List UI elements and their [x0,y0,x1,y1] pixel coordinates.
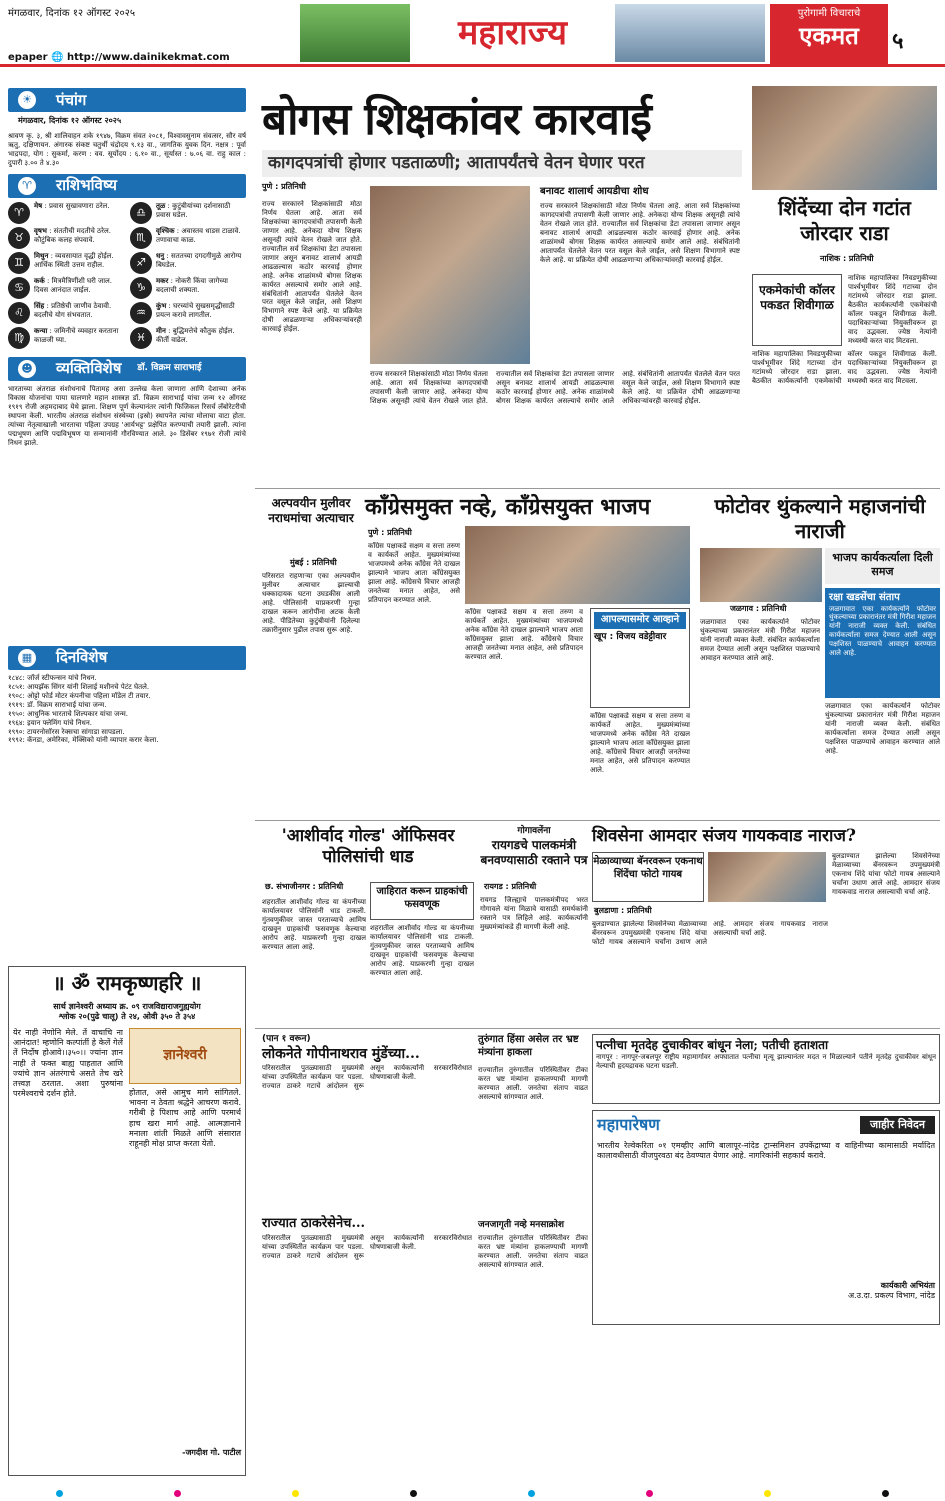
main-text-col3: राज्य सरकारने शिक्षकांसाठी मोठा निर्णय घेतला आहे. आता सर्व शिक्षकांच्या कागदपत्रांची तपासणी केली जाणार आहे. अनेकदा योग्य शिक्षक असूनही त्यांचे वेतन रोखले जात होते. राज्यातील सर्व शिक्षकांचा डेटा तपासला जाणार असून बनावट शालार्थ आयडी आढळल्यास कठोर कारवाई होणार आहे. अनेक शाळांमध्ये बोगस शिक्षक कार्यरत असल्याचे समोर आले आहे. संबंधितांनी आतापर्यंत घेतलेले वेतन परत वसूल केले जाईल, असे शिक्षण विभागाने स्पष्ट केले आहे. या प्रक्रियेत दोषी आढळणाऱ्या अधिकाऱ्यांवरही कारवाई होईल. [370,370,740,405]
calendar-icon: ▦ [18,649,36,667]
sun-icon: ☀ [18,91,36,109]
dnyaneshwari-logo: ज्ञानेश्वरी [129,1028,241,1084]
zodiac-icon: ♈ [18,177,36,195]
gopinath-text-2: परिसरातील पुतळ्यासाठी मुख्यमंत्री यांच्या उपस्थितीत कार्यक्रम पार पडला. राज्यात ठाकरे गटाचे आंदोलन सुरू असून कार्यकर्त्यांनी सरकारविरोधात घोषणाबाजी केली. [262,1234,472,1260]
shinde-photo [752,86,937,190]
dinvishesh-title: दिनविशेष [56,648,108,667]
pisces-icon: ♓ [130,327,152,349]
panchang-header [8,88,246,112]
divider [255,488,940,489]
ramkrishna-signature: -जगदीश गो. पाटील [182,1448,241,1457]
main-photo [370,186,530,364]
gopinath-text: परिसरातील पुतळ्यासाठी मुख्यमंत्री यांच्या उपस्थितीत कार्यक्रम पार पडला. राज्यात ठाकरे गटाचे आंदोलन सुरू असून कार्यकर्त्यांनी सरकारविरोधात घोषणाबाजी केली. [262,1064,472,1090]
congress-inner-box [590,608,690,708]
list-item: १९९२: कॅनडा, अमेरिका, मेक्सिको यांनी व्यापार करार केला. [8,736,159,745]
registration-dot [646,1490,653,1497]
photo-byline: जळगाव : प्रतिनिधी [730,604,787,613]
rashi-header [8,174,246,198]
brand-logo [770,4,888,64]
gogawale-byline: रायगड : प्रतिनिधी [484,882,537,891]
list-item: १९६४: इयान फ्लेमिंग यांचे निधन. [8,718,92,727]
ad-title: जाहीर निवेदन [860,1116,935,1134]
globe-icon: 🌐 [51,52,64,63]
gogawale-kicker: गोगावलेंना [517,826,551,836]
aries-icon: ♈ [8,202,30,224]
gaikwad-headline: शिवसेना आमदार संजय गायकवाड नाराज? [592,826,856,846]
misc-sub: जनजागृती नव्हे मनसाक्रोश [478,1220,565,1230]
registration-dot [764,1490,771,1497]
libra-icon: ♎ [130,202,152,224]
rashi-item: ♎ तूळ : कुटुंबीयांच्या दर्शनासाठी प्रवास घडेल. [130,202,246,224]
photo-text-2: जळगावात एका कार्यकर्त्याने फोटोवर थुंकल्याच्या प्रकारानंतर मंत्री गिरीश महाजन यांनी नाराजी व्यक्त केली. संबंधित कार्यकर्त्याला समज देण्यात आली असून पक्षशिस्त पाळण्याचे आवाहन करण्यात आले आहे. [825,702,940,755]
rashi-item: ♋ कर्क : मित्रमैत्रिणींशी घरी जाल. दिवस आनंदात जाईल. [8,277,124,299]
rashi-item: ♉ वृषभ : संततीची मदतीचे ठरेल. कौटुंबिक कलह संपवावे. [8,227,124,249]
congress-inner-byline: खूप : विजय वडेट्टीवार [594,631,667,642]
taurus-icon: ♉ [8,227,30,249]
rape-text: परिसरात राहणाऱ्या एका अल्पवयीन मुलीवर अत्याचार झाल्याची धक्कादायक घटना उघडकीस आली आहे. पोलिसांनी याप्रकरणी गुन्हा दाखल करून आरोपींना अटक केली आहे. पीडितेच्या कुटुंबीयांनी दिलेल्या तक्रारीनुसार पुढील तपास सुरू आहे. [262,572,360,634]
gopinath-headline: लोकनेते गोपीनाथराव मुंडेंच्या... [262,1046,420,1062]
registration-dot [174,1490,181,1497]
divider [255,820,940,821]
left-column [8,88,246,745]
rashi-item: ♓ मीन : बुद्धिमत्तेचे कौतुक होईल. कीर्ती वाढेल. [130,327,246,349]
rashi-item: ♐ धनु : सततच्या दगदगीमुळे आरोग्य बिघडेल. [130,252,246,274]
gold-text-1: शहरातील आशीर्वाद गोल्ड या कंपनीच्या कार्यालयावर पोलिसांनी धाड टाकली. गुंतवणुकीवर जास्त परताव्याचे आमिष दाखवून ग्राहकांची फसवणूक केल्याचा आरोप आहे. याप्रकरणी गुन्हा दाखल करण्यात आला आहे. [262,898,366,951]
rashi-item: ♏ वृश्चिक : अवास्तव धाडस टाळावे. तणावाचा काळ. [130,227,246,249]
panchang-date: मंगळवार, दिनांक १२ ऑगस्ट २०२५ [18,116,122,125]
ramkrishna-text-a: येर नाही नेणोनि मेले. तें वाचाचि ना आनंदात! म्हणोनि कल्पांतीं हे केलें गेलें तें निर्दोष होआवे।।३५०।। ज्यांना ज्ञान नाही ते फक्त बाह्य पाहतात आणि ज्यांचे ज्ञान अंतरंगाचे असते तेच खरे तत्त्वज्ञ ठरतात. अशा पुरुषांना परमेश्वराचे दर्शन होते. [13,1028,123,1099]
gold-text-2: शहरातील आशीर्वाद गोल्ड या कंपनीच्या कार्यालयावर पोलिसांनी धाड टाकली. गुंतवणुकीवर जास्त परताव्याचे आमिष दाखवून ग्राहकांची फसवणूक केल्याचा आरोप आहे. याप्रकरणी गुन्हा दाखल करण्यात आला आहे. [370,924,474,977]
brand-tagline: पुरोगामी विचाराचे [797,8,861,19]
accident-box [592,1034,940,1104]
rape-headline: अल्पवयीन मुलीवर नराधमांचा अत्याचार [268,496,354,525]
photo-text: जळगावात एका कार्यकर्त्याने फोटोवर थुंकल्याच्या प्रकारानंतर मंत्री गिरीश महाजन यांनी नाराजी व्यक्त केली. संबंधित कार्यकर्त्याला समज देण्यात आली असून पक्षशिस्त पाळण्याचे आवाहन करण्यात आले आहे. [700,618,820,662]
list-item: १९९०: टायरनोसॉरस रेक्सचा सांगाडा सापडला. [8,727,125,736]
congress-headline: काँग्रेसमुक्त नव्हे, काँग्रेसयुक्त भाजप [365,494,651,520]
gold-pull: जाहिरात करून ग्राहकांची फसवणूक [370,882,474,920]
rape-byline: मुंबई : प्रतिनिधी [290,558,337,567]
gaikwad-text: बुलडाण्यात झालेल्या शिवसेनेच्या मेळाव्याच्या बॅनरवरून उपमुख्यमंत्री एकनाथ शिंदे यांचा फोटो गायब असल्याने चर्चांना उधाण आले आहे. आमदार संजय गायकवाड नाराज असल्याची चर्चा आहे. [592,920,828,946]
shinde-text: नाशिक महापालिका निवडणुकीच्या पार्श्वभूमीवर शिंदे गटाच्या दोन गटांमध्ये जोरदार राडा झाला. बैठकीत कार्यकर्त्यांनी एकमेकांची कॉलर पकडून शिवीगाळ केली. पदाधिकाऱ्यांच्या नियुक्तीवरून हा वाद उद्भवला. ज्येष्ठ नेत्यांनी मध्यस्थी करत वाद मिटवला. [848,274,937,345]
rashi-item: ♒ कुंभ : घरच्यांचे सुखसमृद्धीसाठी प्रयत्न करावे लागतील. [130,302,246,324]
gaikwad-photo [708,852,826,902]
aquarius-icon: ♒ [130,302,152,324]
registration-dot [56,1490,63,1497]
cancer-icon: ♋ [8,277,30,299]
congress-text-2: काँग्रेस पक्षाकडे सक्षम व सत्ता तरुण व कार्यकर्ते आहेत. मुख्यमंत्र्यांच्या भाजपमध्ये अनेक काँग्रेस नेते दाखल झाल्याने भाजप आता काँग्रेसयुक्त झाला आहे. काँग्रेसचे विचार आजही जनतेच्या मनात आहेत, असे प्रतिपादन करण्यात आले. [465,608,583,661]
dinvishesh-list [8,674,246,746]
gaikwad-text-2: बुलडाण्यात झालेल्या शिवसेनेच्या मेळाव्याच्या बॅनरवरून उपमुख्यमंत्री एकनाथ शिंदे यांचा फोटो गायब असल्याने चर्चांना उधाण आले आहे. आमदार संजय गायकवाड नाराज असल्याची चर्चा आहे. [832,852,940,896]
registration-dot [410,1490,417,1497]
ad-office: अ.उ.दा. प्रकल्प विभाग, नांदेड [847,1291,935,1300]
divider [255,1028,940,1029]
main-text-col2: राज्य सरकारने शिक्षकांसाठी मोठा निर्णय घेतला आहे. आता सर्व शिक्षकांच्या कागदपत्रांची तपासणी केली जाणार आहे. अनेकदा योग्य शिक्षक असूनही त्यांचे वेतन रोखले जात होते. राज्यातील सर्व शिक्षकांचा डेटा तपासला जाणार असून बनावट शालार्थ आयडी आढळल्यास कठोर कारवाई होणार आहे. अनेक शाळांमध्ये बोगस शिक्षक कार्यरत असल्याचे समोर आले आहे. संबंधितांनी आतापर्यंत घेतलेले वेतन परत वसूल केले जाईल, असे शिक्षण विभागाने स्पष्ट केले आहे. या प्रक्रियेत दोषी आढळणाऱ्या अधिकाऱ्यांवरही कारवाई होईल. [540,202,740,264]
list-item: १९१९: डॉ. विक्रम साराभाई यांचा जन्म. [8,700,107,709]
ramkrishna-text-b: होतात, असे आमुच मागे सांगितले. भावना न ठेवता श्रद्धेने आचरण करावे. गरीबी हे पिशाच आहे आणि परमार्थ हाच खरा मार्ग आहे. आत्मज्ञानाने मनाला शांती मिळते आणि संसारात राहूनही मोक्ष प्राप्त करता येतो. [129,1088,241,1149]
congress-text-1: काँग्रेस पक्षाकडे सक्षम व सत्ता तरुण व कार्यकर्ते आहेत. मुख्यमंत्र्यांच्या भाजपमध्ये अनेक काँग्रेस नेते दाखल झाल्याने भाजप आता काँग्रेसयुक्त झाला आहे. काँग्रेसचे विचार आजही जनतेच्या मनात आहेत, असे प्रतिपादन करण्यात आले. [368,542,460,604]
person-icon: ☻ [18,360,36,378]
gold-headline: 'आशीर्वाद गोल्ड' ऑफिसवर पोलिसांची धाड [281,826,455,868]
main-text-col1: राज्य सरकारने शिक्षकांसाठी मोठा निर्णय घेतला आहे. आता सर्व शिक्षकांच्या कागदपत्रांची तपासणी केली जाणार आहे. अनेकदा योग्य शिक्षक असूनही त्यांचे वेतन रोखले जात होते. राज्यातील सर्व शिक्षकांचा डेटा तपासला जाणार असून बनावट शालार्थ आयडी आढळल्यास कठोर कारवाई होणार आहे. अनेक शाळांमध्ये बोगस शिक्षक कार्यरत असल्याचे समोर आले आहे. संबंधितांनी आतापर्यंत घेतलेले वेतन परत वसूल केले जाईल, असे शिक्षण विभागाने स्पष्ट केले आहे. या प्रक्रियेत दोषी आढळणाऱ्या अधिकाऱ्यांवरही कारवाई होईल. [262,200,362,334]
photo-box-title: रक्षा खडसेंचा संताप [829,592,900,603]
main-side-title: बनावट शालार्थ आयडीचा शोध [540,186,649,197]
header-epaper [8,52,230,65]
gemini-icon: ♊ [8,252,30,274]
leo-icon: ♌ [8,302,30,324]
gogawale-text: रायगड जिल्ह्याचे पालकमंत्रीपद भरत गोगावले यांना मिळावे यासाठी समर्थकांनी रक्ताने पत्र लिहिले आहे. कार्यकर्त्यांनी मुख्यमंत्र्यांकडे ही मागणी केली आहे. [480,896,588,931]
misc-text: राज्यातील तुरुंगातील परिस्थितीवर टीका करत भ्रष्ट मंत्र्यांना हाकलण्याची मागणी करण्यात आली. जनतेचा संताप वाढत असल्याचे सांगण्यात आले. [478,1066,588,1101]
panchang-title: पंचांग [56,90,87,109]
list-item: १८५१: आयझॅक सिंगर यांनी शिलाई मशीनचे पेटंट घेतले. [8,682,150,691]
photo-box [825,588,940,698]
sagittarius-icon: ♐ [130,252,152,274]
main-headline: बोगस शिक्षकांवर कारवाई [262,94,651,145]
scorpio-icon: ♏ [130,227,152,249]
main-subheadline: कागदपत्रांची होणार पडताळणी; आतापर्यंतचे वेतन घेणार परत [262,150,742,177]
rashi-item: ♌ सिंह : प्रतिष्ठेची जाणीव ठेवावी. बदलीचे योग संभवतात. [8,302,124,324]
vyakti-author: डॉ. विक्रम साराभाई [137,363,202,374]
accident-headline: पत्नीचा मृतदेह दुचाकीवर बांधून नेला; पतीची हताशता [596,1038,829,1052]
rashi-item: ♍ कन्या : जमिनीचे व्यवहार करताना काळजी घ्या. [8,327,124,349]
dinvishesh-header [8,646,246,670]
header-banner-image-right [615,4,765,62]
ramkrishna-verse-ref: श्लोक २०(पुढे चालू) ते २४, ओवी ३५० ते ३५४ [58,1012,196,1021]
shinde-text-2: नाशिक महापालिका निवडणुकीच्या पार्श्वभूमीवर शिंदे गटाच्या दोन गटांमध्ये जोरदार राडा झाला. बैठकीत कार्यकर्त्यांनी एकमेकांची कॉलर पकडून शिवीगाळ केली. पदाधिकाऱ्यांच्या नियुक्तीवरून हा वाद उद्भवला. ज्येष्ठ नेत्यांनी मध्यस्थी करत वाद मिटवला. [752,350,937,385]
epaper-url[interactable]: http://www.dainikekmat.com [66,52,230,63]
registration-dot [528,1490,535,1497]
main-byline: पुणे : प्रतिनिधी [262,182,306,191]
print-registration-marks [0,1490,945,1498]
ramkrishna-subtitle: सार्थ ज्ञानेश्वरी अध्याय क्र. ०९ राजविद्याराजगुह्ययोग [53,1002,201,1011]
rashi-item: ♊ मिथुन : व्यवसायात वृद्धी होईल. आर्थिक स्थिती उत्तम राहील. [8,252,124,274]
vyakti-header [8,357,246,381]
virgo-icon: ♍ [8,327,30,349]
congress-text-3: काँग्रेस पक्षाकडे सक्षम व सत्ता तरुण व कार्यकर्ते आहेत. मुख्यमंत्र्यांच्या भाजपमध्ये अनेक काँग्रेस नेते दाखल झाल्याने भाजप आता काँग्रेसयुक्त झाला आहे. काँग्रेसचे विचार आजही जनतेच्या मनात आहेत, असे प्रतिपादन करण्यात आले. [590,712,690,774]
ad-text: भारतीय रेल्वेकरिता ०१ एमव्हीए आणि बालापूर-नांदेड ट्रान्समिशन उपकेंद्राच्या व वाहिनीच्या कामासाठी मर्यादित कालावधीसाठी वीजपुरवठा बंद ठेवण्यात येणार आहे. नागरिकांनी सहकार्य करावे. [597,1141,935,1161]
vyakti-text: भारताच्या अंतराळ संशोधनाचे पितामह असा उल्लेख केला जाणारा आणि देशाच्या अनेक विकास योजनांचा पाया घालणारे महान शास्त्रज्ञ डॉ. विक्रम साराभाई यांचा जन्म १२ ऑगस्ट १९१९ रोजी अहमदाबाद येथे झाला. शिक्षण पूर्ण केल्यानंतर त्यांनी फिजिकल रिसर्च लॅबोरेटरीची स्थापना केली. भारतीय अंतराळ संशोधन संस्थेच्या (इस्रो) स्थापनेत त्यांचा मोलाचा वाटा होता. त्यांच्या नेतृत्वाखाली भारताचा पहिला उपग्रह 'आर्यभट्ट' प्रक्षेपित करण्याची तयारी झाली. त्यांना पद्मभूषण आणि पद्मविभूषण या सन्मानांनी गौरविण्यात आले. ३० डिसेंबर १९७१ रोजी त्यांचे निधन झाले. [8,384,246,447]
ad-brand: महापारेषण [597,1115,660,1134]
registration-dot [882,1490,889,1497]
ad-signature: कार्यकारी अभियंता [880,1281,935,1290]
congress-byline: पुणे : प्रतिनिधी [368,528,412,537]
header-rule [0,64,945,67]
registration-dot [292,1490,299,1497]
vyakti-title: व्यक्तिविशेष [56,359,122,378]
header-banner-image [300,4,410,62]
brand-name: एकमत [799,21,859,50]
gaikwad-byline: बुलडाणा : प्रतिनिधी [594,906,652,915]
header-date: मंगळवार, दिनांक १२ ऑगस्ट २०२५ [8,8,136,19]
list-item: १९५०: आधुनिक भारताचे शिल्पकार यांचा जन्म. [8,709,128,718]
capricorn-icon: ♑ [130,277,152,299]
shinde-headline: शिंदेंच्या दोन गटांत जोरदार राडा [778,196,911,245]
congress-inner-head: आपल्यासमोर आव्हाने [594,612,686,629]
misc-text-2: राज्यातील तुरुंगातील परिस्थितीवर टीका करत भ्रष्ट मंत्र्यांना हाकलण्याची मागणी करण्यात आली. जनतेचा संताप वाढत असल्याचे सांगण्यात आले. [478,1234,588,1269]
ramkrishna-title: ॥ ॐ रामकृष्णहरि ॥ [52,971,202,995]
gopinath-kicker: (पान १ वरून) [262,1034,311,1044]
list-item: १९०८: ओट्टो फोर्ड मोटर कंपनीचा पहिला मॉडेल टी तयार. [8,691,151,700]
rashi-item: ♑ मकर : नोकरी किंवा जागेच्या बदलाची शक्यता. [130,277,246,299]
page-number: ५ [892,29,904,54]
rashi-item: ♈ मेष : प्रवास सुखावणारा ठरेल. [8,202,124,224]
rashi-title: राशिभविष्य [56,176,117,195]
section-title: महाराज्य [410,4,615,62]
photo-headline: फोटोवर थुंकल्याने महाजनांची नाराजी [714,494,926,543]
gold-byline: छ. संभाजीनगर : प्रतिनिधी [265,882,344,891]
ramkrishna-box [8,966,246,1476]
photo-story-image [700,548,822,602]
photo-pull: भाजप कार्यकर्त्याला दिली समज [825,548,940,584]
gaikwad-pull: मेळाव्याच्या बॅनरवरून एकनाथ शिंदेंचा फोटो गायब [592,852,704,902]
gopinath-sub: राज्यात ठाकरेसेनेच... [262,1216,366,1231]
shinde-pull: एकमेकांची कॉलर पकडत शिवीगाळ [752,274,842,346]
list-item: १८४८: जॉर्ज स्टीफन्सन यांचे निधन. [8,673,97,682]
misc-headline: तुरुंगात हिंसा असेल तर भ्रष्ट मंत्र्यांना हाकला [478,1034,579,1058]
photo-box-text: जळगावात एका कार्यकर्त्याने फोटोवर थुंकल्याच्या प्रकारानंतर मंत्री गिरीश महाजन यांनी नाराजी व्यक्त केली. संबंधित कार्यकर्त्याला समज देण्यात आली असून पक्षशिस्त पाळण्याचे आवाहन करण्यात आले आहे. [829,604,936,658]
rashi-grid [8,202,246,349]
accident-text: नागपूर : नागपूर-जबलपूर राष्ट्रीय महामार्गावर अपघातात पत्नीचा मृत्यू झाल्यानंतर मदत न मिळाल्याने पतीने मृतदेह दुचाकीवर बांधून नेल्याची हृदयद्रावक घटना घडली. [596,1053,936,1070]
shinde-byline: नाशिक : प्रतिनिधी [820,254,874,263]
public-notice-ad [592,1110,940,1325]
gogawale-headline: रायगडचे पालकमंत्री बनवण्यासाठी रक्ताने पत्र [480,838,588,867]
panchang-text: श्रावण कृ. ३, श्री शालिवाहन शके १९४७, विक्रम संवत २०८१, विश्वावसुनाम संवत्सर, सौर वर्ष ऋतु, दक्षिणायन. अंगारक संकष्ट चतुर्थी चंद्रोदय ९.१३ वा., जागतिक युवक दिन. नक्षत्र : पूर्वा भाद्रपदा, योग : सुकर्मा, करण : वव. सूर्योदय : ६.१० वा., सूर्यास्त : ७.०६ वा. राहु काल : दुपारी ३.०० ते ४.३० [8,132,246,167]
epaper-label: epaper [8,52,48,63]
congress-photo [465,526,690,604]
main-side [540,186,740,199]
